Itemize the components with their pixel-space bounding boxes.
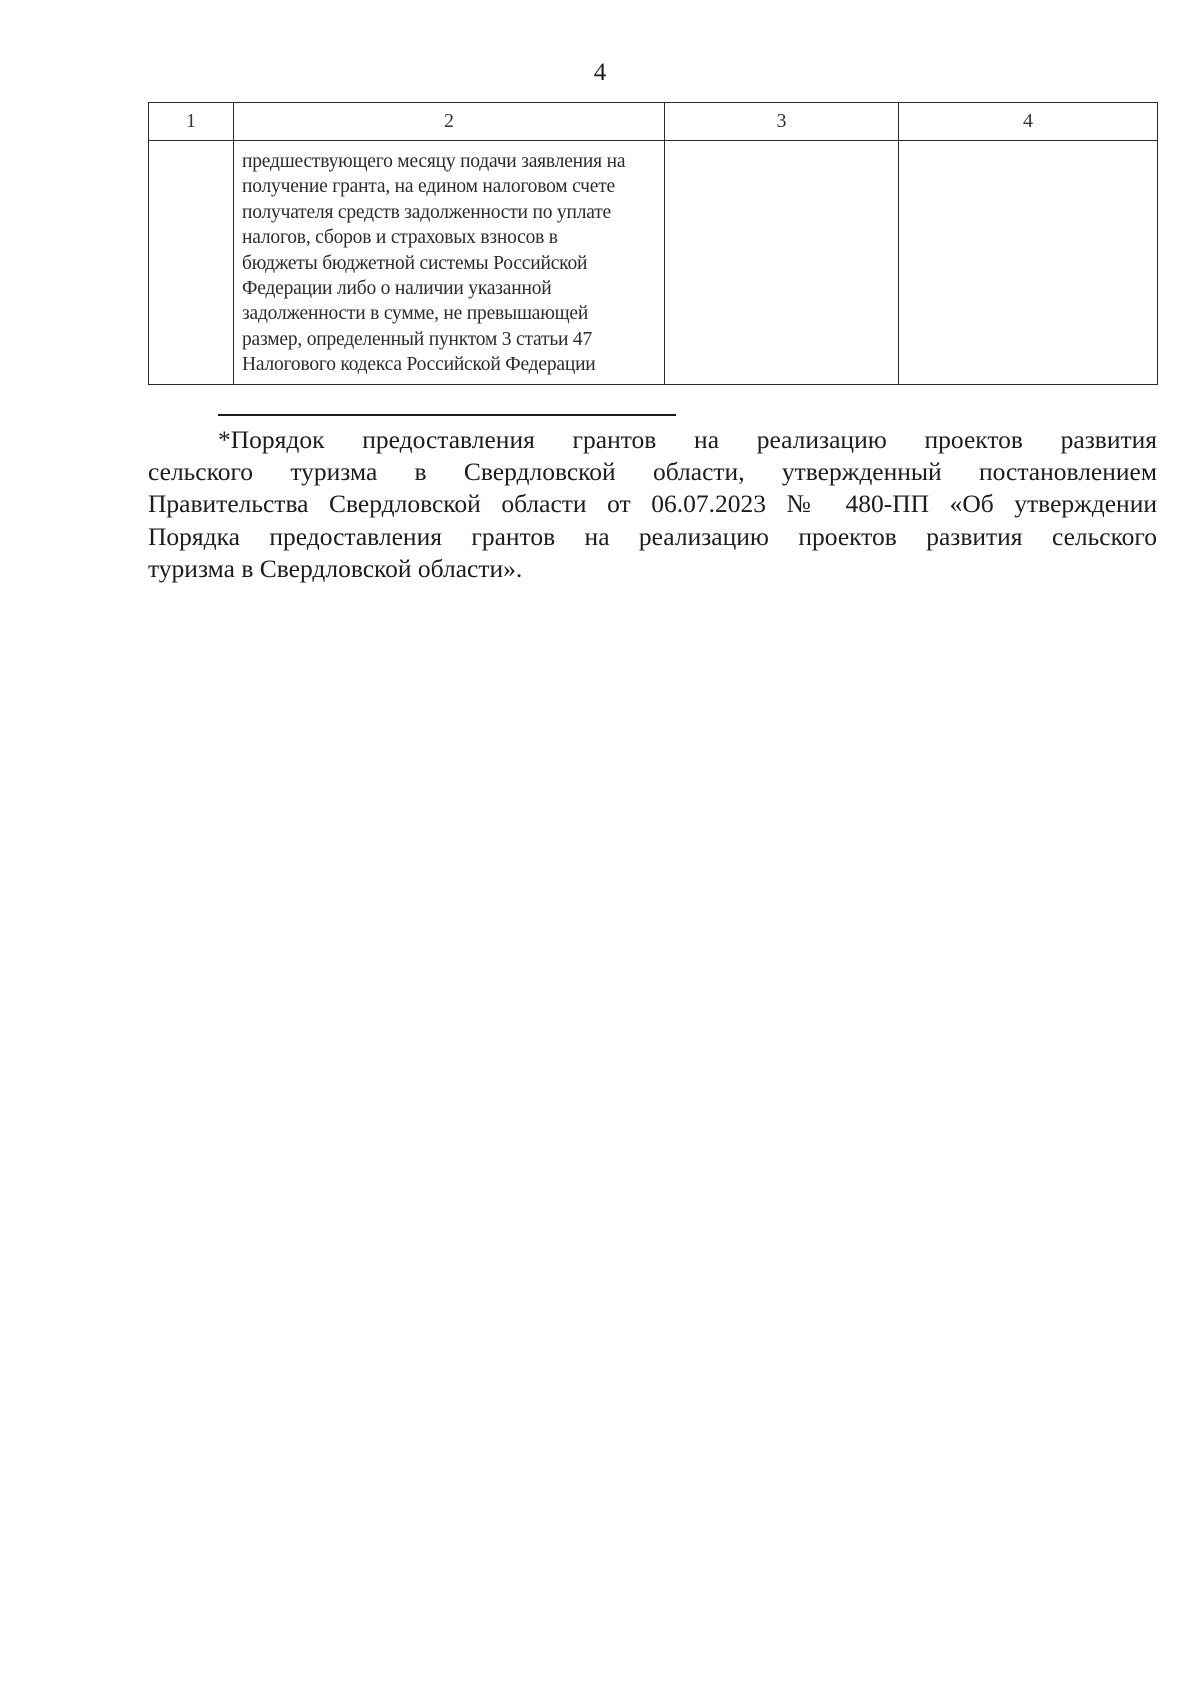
requirement-text	[234, 141, 664, 384]
table-row	[149, 141, 1158, 385]
footnote-line: *Порядок предоставления грантов на реализацию проектов развития	[218, 425, 1157, 454]
requirement-text-line: задолженности в сумме, не превышающей	[242, 303, 589, 325]
footnote-line: сельского туризма в Свердловской области, утвержденный постановлением	[148, 457, 1157, 487]
table-cell-col1	[149, 141, 234, 385]
page-number: 4	[593, 59, 607, 86]
column-header-2: 2	[234, 103, 665, 141]
footnote-line: Порядка предоставления грантов на реализацию проектов развития сельского	[148, 521, 1157, 551]
requirement-text-line: предшествующего месяцу подачи заявления на	[242, 151, 626, 172]
column-header-3: 3	[665, 103, 899, 141]
requirements-table	[148, 102, 1158, 385]
table-cell-col4	[899, 141, 1158, 385]
footnote-line: туризма в Свердловской области».	[148, 553, 523, 583]
footnote	[148, 424, 1157, 585]
column-header-1: 1	[149, 103, 234, 141]
table-cell-col3	[665, 141, 899, 385]
requirement-text-line: налогов, сборов и страховых взносов в	[242, 227, 558, 249]
requirement-text-line: получателя средств задолженности по уплате	[242, 201, 611, 223]
requirement-text-line: размер, определенный пунктом 3 статьи 47	[242, 328, 593, 350]
table-cell-col2	[234, 141, 665, 385]
requirement-text-line: Налогового кодекса Российской Федерации	[242, 354, 596, 376]
table-header-row	[149, 103, 1158, 141]
footnote-separator	[218, 414, 676, 416]
requirement-text-line: Федерации либо о наличии указанной	[242, 278, 552, 300]
column-header-4: 4	[899, 103, 1158, 141]
requirement-text-line: бюджеты бюджетной системы Российской	[242, 252, 588, 274]
requirement-text-line: получение гранта, на едином налоговом счете	[242, 176, 616, 198]
footnote-line: Правительства Свердловской области от 06.07.2023 № 480-ПП «Об утверждении	[148, 489, 1157, 519]
